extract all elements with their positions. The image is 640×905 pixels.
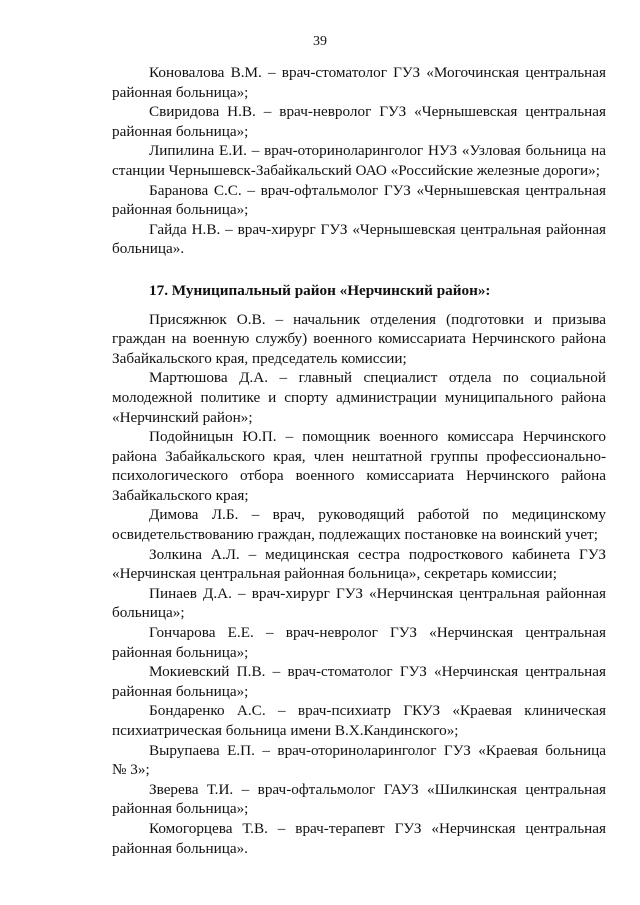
entry-line: района Забайкальского края, член нештатной группы профессионально-: [112, 447, 606, 465]
document-body: [112, 63, 606, 858]
entry-line: граждан на военную службу) военного комиссариата Нерчинского района: [112, 330, 606, 348]
entry-line: Димова Л.Б. – врач, руководящий работой по медицинскому: [149, 506, 606, 524]
entry-line: Подойницын Ю.П. – помощник военного комиссара Нерчинского: [149, 428, 606, 446]
entry-line: станции Чернышевск-Забайкальский ОАО «Российские железные дороги»;: [112, 161, 600, 179]
entry-line: районная больница»;: [112, 643, 249, 661]
entry-line: № 3»;: [112, 761, 150, 779]
member-entry: [112, 545, 606, 584]
entry-line: Бондаренко А.С. – врач-психиатр ГКУЗ «Краевая клиническая: [149, 702, 606, 720]
member-entry: [112, 505, 606, 544]
commission-list-chernyshevsk: [112, 63, 606, 259]
member-entry: [112, 310, 606, 369]
page-number: 39: [313, 34, 327, 49]
entry-line: молодежной политике и спорту администрации муниципального района: [112, 388, 606, 406]
entry-line: Коновалова В.М. – врач-стоматолог ГУЗ «Могочинская центральная: [149, 64, 606, 81]
member-entry: [112, 368, 606, 427]
entry-line: больница».: [112, 240, 185, 258]
entry-line: районная больница»;: [112, 682, 249, 700]
entry-line: больница»;: [112, 604, 185, 622]
member-entry: [112, 181, 606, 220]
member-entry: [112, 819, 606, 858]
entry-line: Мартюшова Д.А. – главный специалист отдела по социальной: [149, 369, 606, 387]
entry-line: Свиридова Н.В. – врач-невролог ГУЗ «Чернышевская центральная: [149, 103, 606, 121]
entry-line: районная больница»;: [112, 201, 249, 219]
member-entry: [112, 741, 606, 780]
entry-line: «Нерчинская центральная районная больница», секретарь комиссии;: [112, 565, 557, 583]
entry-line: Присяжнюк О.В. – начальник отделения (подготовки и призыва: [149, 310, 606, 328]
member-entry: [112, 220, 606, 259]
entry-line: Гончарова Е.Е. – врач-невролог ГУЗ «Нерчинская центральная: [149, 624, 606, 642]
entry-line: Зверева Т.И. – врач-офтальмолог ГАУЗ «Шилкинская центральная: [149, 780, 606, 798]
entry-line: Забайкальского края;: [112, 486, 249, 504]
entry-line: Липилина Е.И. – врач-оториноларинголог НУЗ «Узловая больница на: [149, 142, 606, 160]
entry-line: районная больница»;: [112, 83, 249, 101]
member-entry: [112, 623, 606, 662]
member-entry: [112, 584, 606, 623]
entry-line: Золкина А.Л. – медицинская сестра подросткового кабинета ГУЗ: [149, 545, 606, 563]
entry-line: Забайкальского края, председатель комиссии;: [112, 349, 407, 367]
entry-line: Комогорцева Т.В. – врач-терапевт ГУЗ «Нерчинская центральная: [149, 819, 606, 837]
member-entry: [112, 63, 606, 102]
section-title: 17. Муниципальный район «Нерчинский район»:: [149, 281, 491, 299]
member-entry: [112, 780, 606, 819]
member-entry: [112, 102, 606, 141]
entry-line: Вырупаева Е.П. – врач-оториноларинголог ГУЗ «Краевая больница: [149, 741, 606, 759]
entry-line: психиатрическая больница имени В.Х.Кандинского»;: [112, 722, 459, 739]
member-entry: [112, 701, 606, 740]
entry-line: районная больница».: [112, 839, 248, 857]
commission-list-nerchinsk: [112, 310, 606, 859]
entry-line: районная больница»;: [112, 122, 249, 140]
entry-line: Баранова С.С. – врач-офтальмолог ГУЗ «Чернышевская центральная: [149, 181, 606, 199]
entry-line: психологического отбора военного комиссариата Нерчинского района: [112, 467, 606, 485]
entry-line: освидетельствованию граждан, подлежащих постановке на воинский учет;: [112, 526, 598, 544]
member-entry: [112, 662, 606, 701]
entry-line: «Нерчинский район»;: [112, 408, 253, 426]
entry-line: районная больница»;: [112, 800, 249, 818]
entry-line: Гайда Н.В. – врач-хирург ГУЗ «Чернышевская центральная районная: [149, 220, 606, 238]
member-entry: [112, 427, 606, 505]
entry-line: Пинаев Д.А. – врач-хирург ГУЗ «Нерчинская центральная районная: [149, 584, 606, 602]
member-entry: [112, 141, 606, 180]
entry-line: Мокиевский П.В. – врач-стоматолог ГУЗ «Нерчинская центральная: [149, 663, 606, 681]
